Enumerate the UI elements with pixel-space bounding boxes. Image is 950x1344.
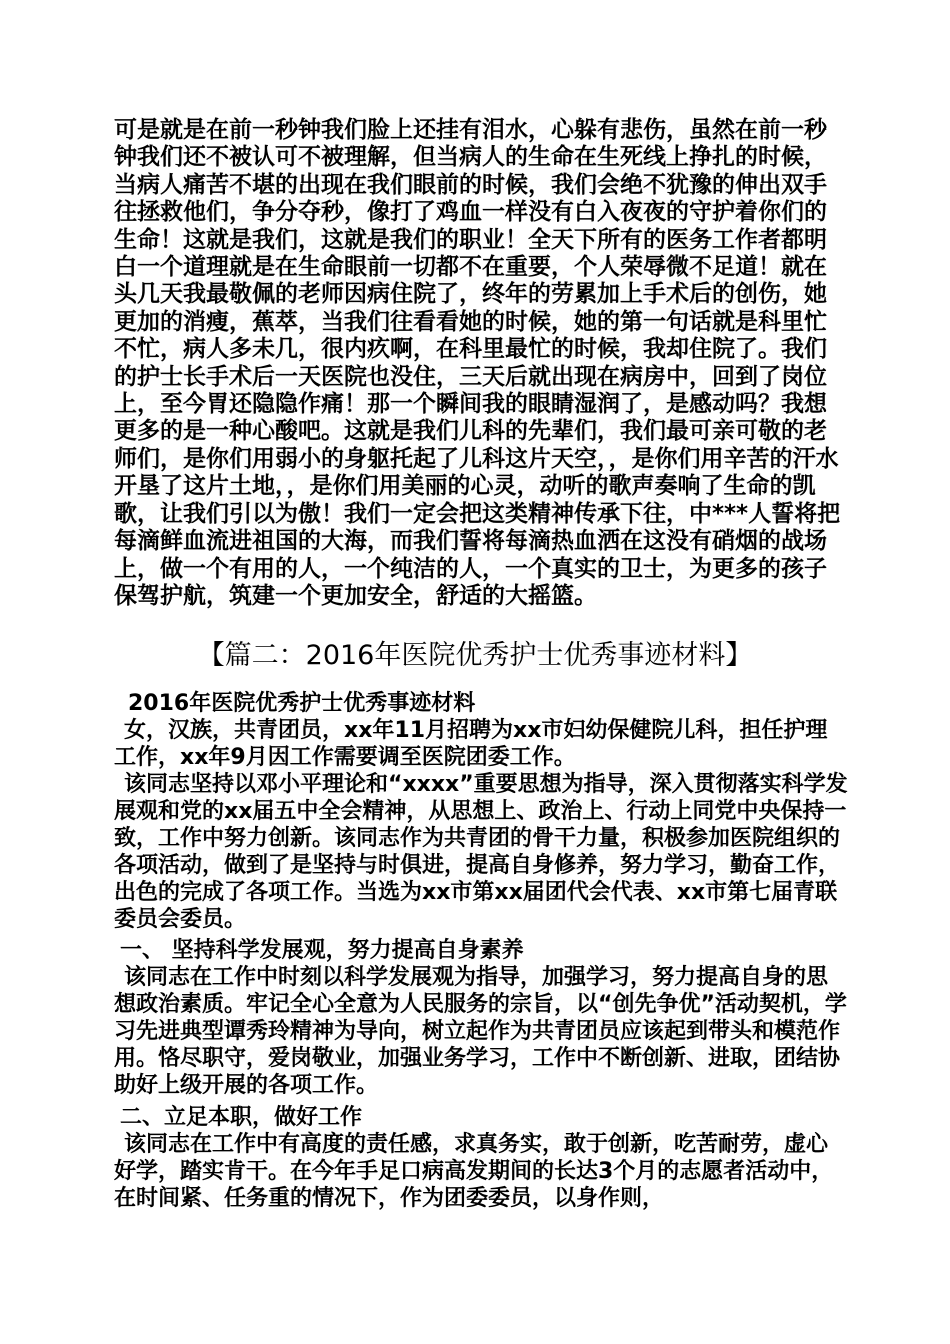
heading-2: 二、立足本职，做好工作 (120, 1105, 363, 1130)
paragraph-5: 该同志在工作中有高度的责任感，求真务实，敢于创新，吃苦耐劳，虚心好学，踏实肯干。在今年手足口病高发期间的长达3个月的志愿者活动中，在时间紧、任务重的情况下，作为团委委员，以身作则， (114, 1132, 834, 1211)
subtitle: 2016年医院优秀护士优秀事迹材料 (128, 691, 476, 716)
paragraph-4: 该同志在工作中时刻以科学发展观为指导，加强学习，努力提高自身的思想政治素质。牢记全心全意为人民服务的宗旨，以“创先争优”活动契机，学习先进典型谭秀玲精神为导向，树立起作为共青团员应该起到带头和模范作用。恪尽职守，爱岗敬业，加强业务学习，工作中不断创新、进取，团结协助好上级开展的各项工作。 (114, 965, 847, 1098)
paragraph-1: 可是就是在前一秒钟我们脸上还挂有泪水，心躲有悲伤，虽然在前一秒钟我们还不被认可不被理解，但当病人的生命在生死线上挣扎的时候，当病人痛苦不堪的出现在我们眼前的时候，我们会绝不犹豫的伸出双手往拯救他们，争分夺秒，像打了鸡血一样没有白入夜夜的守护着你们的生命！这就是我们，这就是我们的职业！全天下所有的医务工作者都明白一个道理就是在生命眼前一切都不在重要，个人荣辱微不足道！就在头几天我最敬佩的老师因病住院了，终年的劳累加上手术后的创伤，她更加的消瘦，蕉萃，当我们往看看她的时候，她的第一句话就是科里忙不忙，病人多未几，很内疚啊，在科里最忙的时候，我却住院了。我们的护士长手术后一天医院也没住，三天后就出现在病房中，回到了岗位上，至今胃还隐隐作痛！那一个瞬间我的眼睛湿润了，是感动吗？我想更多的是一种心酸吧。这就是我们儿科的先辈们，我们最可亲可敬的老师们，是你们用弱小的身躯托起了儿科这片天空，，是你们用辛苦的汗水开垦了这片土地，，是你们用美丽的心灵，动听的歌声奏响了生命的凯歌，让我们引以为傲！我们一定会把这类精神传承下往，中***人誓将把每滴鲜血流进祖国的大海，而我们誓将每滴热血洒在这没有硝烟的战场上，做一个有用的人，一个纯洁的人，一个真实的卫士，为更多的孩子保驾护航，筑建一个更加安全，舒适的大摇篮。 (114, 117, 841, 609)
section-heading: 【篇二：2016年医院优秀护士优秀事迹材料】 (197, 640, 753, 671)
paragraph-2: 女，汉族，共青团员，xx年11月招聘为xx市妇幼保健院儿科，担任护理工作，xx年9月因工作需要调至医院团委工作。 (114, 718, 828, 770)
paragraph-3: 该同志坚持以邓小平理论和“xxxx”重要思想为指导，深入贯彻落实科学发展观和党的xx届五中全会精神，从思想上、政治上、行动上同党中央保持一致，工作中努力创新。该同志作为共青团的骨干力量，积极参加医院组织的各项活动，做到了是坚持与时俱进，提高自身修养，努力学习，勤奋工作，出色的完成了各项工作。当选为xx市第xx届团代会代表、xx市第七届青联委员会委员。 (114, 772, 848, 932)
heading-1: 一、 坚持科学发展观，努力提高自身素养 (120, 938, 524, 963)
